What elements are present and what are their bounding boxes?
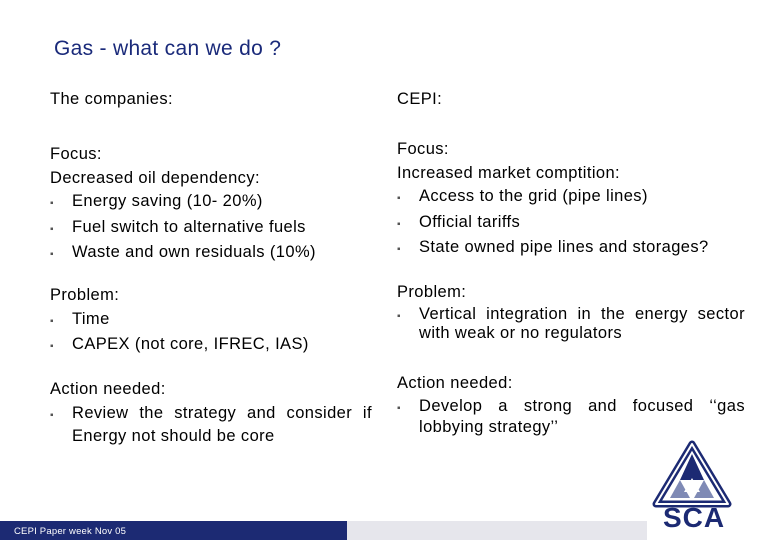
slide-title: Gas - what can we do ? <box>54 37 282 60</box>
cepi-header: CEPI: <box>397 90 443 108</box>
cepi-focus-block <box>397 138 745 262</box>
bullet-icon: ▪ <box>50 223 54 235</box>
list-item: ▪ Official tariffs <box>397 211 745 237</box>
bullet-icon: ▪ <box>397 310 401 322</box>
list-item: ▪ CAPEX (not core, IFREC, IAS) <box>50 333 372 359</box>
action-label: Action needed: <box>50 380 166 398</box>
list-item: ▪ Waste and own residuals (10%) <box>50 241 372 267</box>
bullet-icon: ▪ <box>397 193 401 204</box>
focus-subtitle: Increased market comptition: <box>397 163 621 182</box>
list-item: ▪ State owned pipe lines and storages? <box>397 236 745 262</box>
bullet-icon: ▪ <box>50 198 54 209</box>
cepi-action-block <box>397 372 745 438</box>
companies-header: The companies: <box>50 90 173 108</box>
bullet-icon: ▪ <box>50 315 54 327</box>
focus-label: Focus: <box>50 145 102 163</box>
list-item: ▪ Access to the grid (pipe lines) <box>397 185 745 211</box>
companies-action-block <box>50 378 372 449</box>
focus-subtitle: Decreased oil dependency: <box>50 168 260 187</box>
list-item: ▪ Review the strategy and consider if Energy not should be core <box>50 403 372 445</box>
bullet-icon: ▪ <box>397 218 401 230</box>
bullet-icon: ▪ <box>50 249 54 260</box>
focus-label: Focus: <box>397 140 449 158</box>
list-item: ▪ Energy saving (10- 20%) <box>50 190 372 216</box>
logo-text: SCA <box>662 502 726 533</box>
cepi-problem-block <box>397 281 745 343</box>
footer-text: CEPI Paper week Nov 05 <box>14 526 127 537</box>
problem-label: Problem: <box>397 283 467 301</box>
list-item: ▪ Time <box>50 308 372 334</box>
bullet-icon: ▪ <box>397 402 401 414</box>
bullet-icon: ▪ <box>50 409 54 421</box>
bullet-icon: ▪ <box>50 341 54 352</box>
problem-label: Problem: <box>50 286 120 304</box>
companies-problem-block <box>50 284 372 359</box>
bullet-icon: ▪ <box>397 244 401 255</box>
list-item: ▪ Vertical integration in the energy sector with weak or no regulators <box>397 304 745 342</box>
list-item: ▪ Fuel switch to alternative fuels <box>50 216 372 242</box>
footer-bar-light <box>347 521 647 540</box>
list-item: ▪ Develop a strong and focused ‘‘gas lobbying strategy’’ <box>397 396 745 436</box>
action-label: Action needed: <box>397 374 513 392</box>
companies-focus-block <box>50 143 372 267</box>
